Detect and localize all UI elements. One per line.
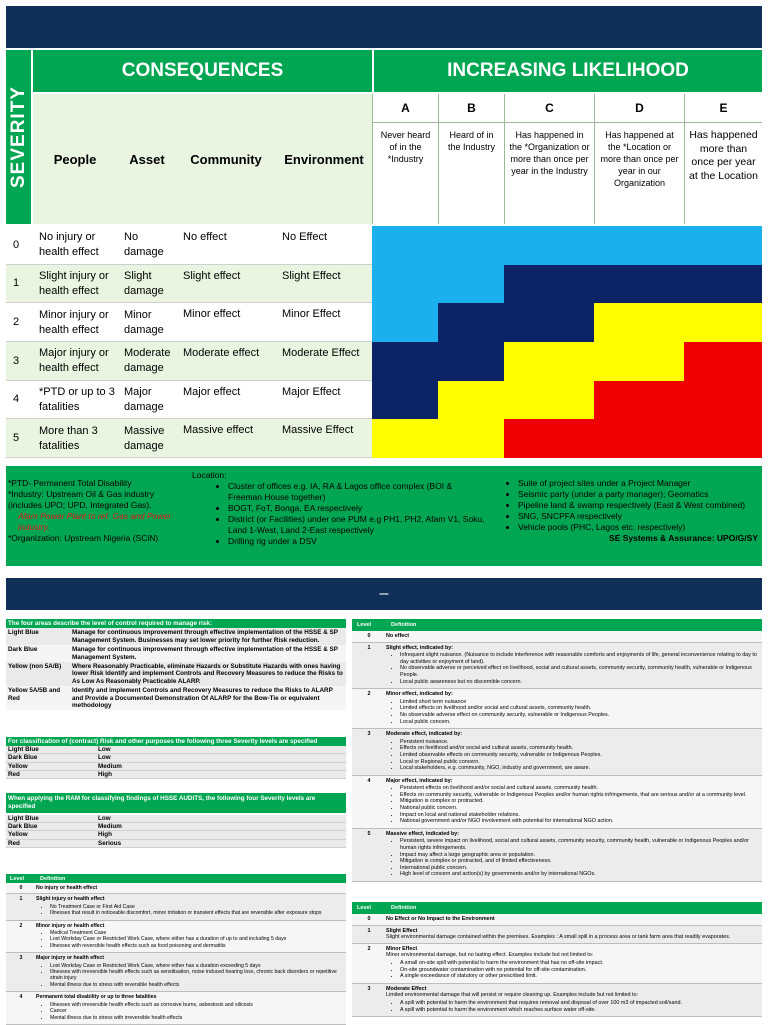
row-level: 5 (13, 432, 20, 445)
definition-level: 1 (19, 896, 23, 903)
risk-control-key: Dark Blue (8, 646, 38, 654)
risk-cell-0-E (684, 226, 762, 265)
definition-bullet: • A single exceedance of statutory or other prescribed limit. (400, 973, 758, 980)
definition-bullet: • International public concern. (400, 865, 758, 872)
definition-row-2 (352, 689, 762, 729)
risk-cell-3-A (372, 342, 438, 381)
col-asset: Asset (129, 151, 165, 167)
sev4-title: When applying the RAM for classifying findings of HSSE AUDITS, the following four Severity levels are specified (6, 793, 346, 813)
community-h-def: Definition (391, 622, 417, 628)
location-list (192, 481, 488, 547)
notes-footer: SE Systems & Assurance: UPO/G/SY (609, 533, 758, 543)
definition-row-5 (352, 829, 762, 882)
definition-row-0 (352, 914, 762, 926)
location-item: • District (or Facilities) under one PUM e.g PH1, PH2, Afam V1, Soku, Land 1-West, Land 2-East respectively (228, 514, 488, 536)
likelihood-columns (372, 94, 762, 224)
definition-bullet: • On-site groundwater contamination with no potential for off-site contamination. (400, 967, 758, 974)
definition-level: 4 (367, 777, 371, 784)
likelihood-desc: Heard of in the Industry (447, 130, 496, 152)
definition-level: 0 (19, 885, 23, 891)
likelihood-letter: E (685, 94, 762, 123)
definition-row-4 (352, 776, 762, 829)
definition-bullet: • Mitigation is complex or protracted, and of limited effectiveness. (400, 858, 758, 865)
risk-cell-0-A (372, 226, 438, 265)
risk-cell-2-B (438, 303, 504, 342)
risk-cell-2-A (372, 303, 438, 342)
severity-rows (6, 226, 372, 458)
severity-color: Light Blue (8, 815, 39, 822)
definition-title: Massive effect, indicated by: (386, 830, 460, 837)
definition-title: Slight Effect (386, 927, 418, 934)
definition-desc: Limited environmental damage that will persist or require cleaning up. Examples include but not limited to: (386, 992, 638, 999)
location-title: Location: (192, 470, 227, 480)
row-community: Major effect (183, 385, 241, 398)
consequences-title: CONSEQUENCES (121, 60, 284, 81)
risk-cell-1-C (504, 265, 594, 304)
notes-panel (6, 466, 762, 566)
col-environment: Environment (284, 151, 364, 167)
severity-row-3 (6, 342, 372, 381)
row-community: Minor effect (183, 308, 241, 321)
definition-bullet: • Mental illness due to stress with irreversible health effects (50, 1015, 342, 1021)
definition-title: No Effect or No Impact to the Environment (386, 916, 495, 922)
definition-bullet: • No Treatment Case or First Aid Case (50, 904, 342, 910)
severity-level: Medium (98, 762, 122, 770)
risk-control-key: Yellow 5A/5B and Red (8, 687, 61, 702)
section-banner (6, 578, 762, 610)
risk-cell-0-B (438, 226, 504, 265)
environment-definition-table (352, 902, 762, 1024)
sev3-panel (6, 737, 346, 779)
row-asset: No damage (124, 231, 164, 259)
people-h-def: Definition (40, 875, 66, 882)
definition-level: 4 (19, 994, 23, 1001)
definition-level: 3 (367, 731, 371, 738)
row-environment: Moderate Effect (282, 347, 360, 359)
severity-level: Serious (98, 839, 122, 847)
definition-title: Major injury or health effect (36, 955, 105, 962)
definition-bullet: • Lost Workday Case or Restricted Work Case, where either has a duration exceeding 5 days (50, 963, 342, 969)
risk-cell-3-B (438, 342, 504, 381)
location-item: • Cluster of offices e.g. IA, RA & Lagos office complex (BOI & Freeman House together) (228, 481, 488, 503)
definition-title: Major effect, indicated by: (386, 777, 453, 784)
note-ptd: *PTD- Permanent Total Disability (8, 478, 132, 488)
definition-row-3 (352, 729, 762, 776)
likelihood-header (374, 50, 762, 92)
row-people: *PTD or up to 3 fatalities (39, 385, 115, 413)
likelihood-letter: B (439, 94, 504, 123)
definition-bullet: • Effects on livelihood and/or social and cultural assets, community health. (400, 745, 758, 752)
env-table-header (352, 902, 762, 914)
risk-control-row (6, 645, 346, 662)
definition-row-1 (352, 643, 762, 690)
risk-matrix (6, 50, 762, 458)
definition-bullet: • High level of concern and action(s) by governments and/or by international NGOs. (400, 871, 758, 878)
severity-level: Low (98, 746, 111, 754)
risk-cell-1-D (594, 265, 684, 304)
definition-title: Minor effect, indicated by: (386, 691, 453, 698)
people-definition-table (6, 874, 346, 1024)
risk-control-panel (6, 619, 346, 731)
definition-title: Slight effect, indicated by: (386, 644, 454, 651)
definition-desc: Slight environmental damage contained within the premises. Examples : A small spill in a process area or tank farm area that readily evaporates. (386, 934, 731, 941)
definition-level: 2 (367, 945, 371, 952)
definition-level: 2 (367, 691, 371, 698)
community-h-level: Level (357, 622, 372, 628)
definition-row-4 (6, 992, 346, 1025)
location-item-right: • Suite of project sites under a Project Manager (518, 478, 758, 489)
definition-row-3 (352, 984, 762, 1017)
right-list (494, 478, 758, 533)
definition-bullet: • No observable adverse effect on community security, vulnerable or Indigenous Peoples. (400, 712, 758, 719)
risk-cell-3-D (594, 342, 684, 381)
severity-row-2 (6, 303, 372, 342)
note-industry: *Industry: Upstream Oil & Gas industry (8, 489, 154, 499)
risk-cell-4-E (684, 381, 762, 420)
sev4-panel (6, 793, 346, 845)
sev4-list (6, 815, 346, 848)
definition-desc: Minor environmental damage, but no lasting effect. Examples include but not limited to: (386, 952, 594, 959)
definition-level: 3 (367, 985, 371, 992)
row-people: No injury or health effect (39, 231, 99, 259)
definition-level: 0 (367, 633, 371, 639)
env-table-rows (352, 914, 762, 1017)
severity-level: Low (98, 754, 111, 762)
risk-cell-3-C (504, 342, 594, 381)
severity-level: Medium (98, 823, 122, 831)
definition-bullet: • Illnesses with reversible health effects such as food poisoning and dermatitis (50, 943, 342, 949)
risk-control-value: Where Reasonably Practicable, eliminate Hazards or Substitute Hazards with ones having lower Risk Identify and implement Controls and Recovery Measures to reduce the Risks to As Low As Reasonably Practicable ALARP. (72, 663, 343, 685)
severity-row-5 (6, 419, 372, 458)
top-banner (6, 6, 762, 48)
likelihood-title: INCREASING LIKELIHOOD (447, 60, 689, 81)
risk-cell-4-C (504, 381, 594, 420)
definition-bullet: • Limited observable effects on community security, vulnerable or Indigenous Peoples. (400, 752, 758, 759)
definition-bullet: • Limited short term nuisance (400, 699, 758, 706)
definition-bullet: • Persistent, severe impact on livelihood, social and cultural assets, community security, community health, vulnerable or Indigenous Peoples and/or human rights infringements. (400, 838, 758, 851)
risk-cell-4-D (594, 381, 684, 420)
severity-level-row (6, 763, 346, 771)
severity-bar (6, 50, 31, 224)
definition-bullet: • No observable adverse or perceived effect on livelihood, social and cultural assets, community security, community health, vulnerable or Indigenous People. (400, 665, 758, 678)
risk-cell-0-C (504, 226, 594, 265)
row-people: Minor injury or health effect (39, 308, 109, 336)
definition-bullet: • Infrequent slight nuisance. (Nuisance to include interference with reasonable comforts and enjoyments of life, general inconvenience relating to day to day activities or enjoyment of land). (400, 652, 758, 665)
risk-cell-4-B (438, 381, 504, 420)
definition-row-0 (6, 883, 346, 894)
definition-row-2 (6, 921, 346, 954)
definition-level: 2 (19, 922, 23, 929)
row-environment: Slight Effect (282, 269, 341, 282)
location-item: • Drilling rig under a DSV (228, 536, 488, 547)
likelihood-letter: C (505, 94, 594, 123)
community-table-header (352, 619, 762, 631)
risk-cell-2-E (684, 303, 762, 342)
definition-bullet: • A small on-site spill with potential to harm the environment that has no off-site impact. (400, 960, 758, 967)
definition-level: 5 (367, 830, 371, 837)
community-table-rows (352, 631, 762, 882)
risk-cell-5-A (372, 419, 438, 458)
env-h-level: Level (357, 905, 372, 911)
row-environment: No Effect (282, 231, 328, 243)
definition-bullet: • A spill with potential to harm the environment which reaches surface water off-site. (400, 1007, 758, 1014)
definition-title: No effect (386, 633, 410, 639)
row-environment: Minor Effect (282, 308, 341, 321)
severity-level-row (6, 771, 346, 779)
likelihood-col-d (594, 94, 684, 224)
definition-bullet: • Limited effects on livelihood and/or social and cultural assets, community health. (400, 705, 758, 712)
risk-cell-2-C (504, 303, 594, 342)
severity-level-row (6, 815, 346, 823)
env-h-def: Definition (391, 905, 417, 911)
location-item-right: • Pipeline land & swamp respectively (East & West combined) (518, 500, 758, 511)
likelihood-col-b (438, 94, 504, 224)
row-environment: Massive Effect (282, 424, 354, 437)
risk-cell-5-C (504, 419, 594, 458)
row-people: Major injury or health effect (39, 347, 109, 375)
likelihood-col-e (684, 94, 762, 224)
likelihood-col-a (372, 94, 438, 224)
note-afam: Afam Power Plant to ref. Gas and Power industry. (18, 511, 172, 532)
definition-bullet: • Persistent effects on livelihood and/or social and cultural assets, community health. (400, 785, 758, 792)
risk-control-row (6, 686, 346, 710)
definition-row-1 (6, 894, 346, 920)
definition-title: Permanent total disability or up to three fatalities (36, 994, 157, 1001)
definition-bullet: • Local stakeholders, e.g. community, NGO, industry and government, are aware. (400, 765, 758, 772)
definition-bullet: • Local public concern. (400, 719, 758, 726)
likelihood-letter: D (595, 94, 684, 123)
risk-control-items (6, 628, 346, 710)
definition-bullet: • Effects on community security, vulnerable or Indigenous Peoples and/or human rights infringements, that are serious and/or at a community level. (400, 792, 758, 799)
row-asset: Slight damage (124, 269, 164, 297)
row-asset: Moderate damage (124, 347, 171, 375)
severity-level-row (6, 746, 346, 754)
section-dash: – (379, 585, 389, 602)
definition-title: Moderate Effect (386, 985, 427, 992)
row-community: Moderate effect (183, 347, 260, 359)
note-organization: *Organization: Upstream Nigeria (SCiN) (8, 533, 159, 543)
risk-cell-2-D (594, 303, 684, 342)
location-item-right: • Vehicle pools (PHC, Lagos etc. respectively) (518, 522, 758, 533)
definition-bullet: • Illnesses with irreversible health effects such as corrosive burns, asbestosis and silicosis (50, 1002, 342, 1008)
severity-row-1 (6, 265, 372, 304)
definition-bullet: • Illnesses that result in noticeable discomfort, minor irritation or transient effects that are reversible after exposure stops (50, 910, 342, 916)
severity-color: Dark Blue (8, 823, 38, 831)
severity-row-4 (6, 381, 372, 420)
row-level: 3 (13, 354, 20, 367)
risk-cell-1-A (372, 265, 438, 304)
severity-color: Dark Blue (8, 754, 38, 762)
risk-control-value: Identify and implement Controls and Recovery Measures to reduce the Risks to ALARP and Provide a Documented Demonstration Of ALARP for the Bow-Tie or equivalent methodology (72, 687, 333, 710)
risk-control-title: The four areas describe the level of control required to manage risk: (6, 619, 346, 628)
row-people: Slight injury or health effect (39, 269, 109, 297)
definition-bullet: • Persistent nuisance. (400, 739, 758, 746)
definition-level: 3 (19, 955, 23, 962)
severity-level: High (98, 831, 112, 839)
row-asset: Major damage (124, 385, 164, 413)
severity-color: Red (8, 770, 20, 778)
definition-bullet: • National government and/or NGO involvement with potential for international NGO action. (400, 818, 758, 825)
risk-cell-5-B (438, 419, 504, 458)
risk-control-value: Manage for continuous improvement through effective implementation of the HSSE & SP Management System. (72, 646, 338, 661)
row-level: 1 (13, 277, 20, 290)
severity-row-0 (6, 226, 372, 265)
col-community: Community (190, 151, 262, 167)
row-community: Massive effect (183, 424, 254, 437)
col-people: People (53, 151, 97, 167)
risk-control-key: Light Blue (8, 629, 39, 637)
definition-bullet: • Mental illness due to stress with reversible health effects (50, 982, 342, 988)
risk-color-grid (372, 226, 762, 458)
row-people: More than 3 fatalities (39, 424, 98, 452)
definition-title: Minor Effect (386, 945, 418, 952)
consequences-header (33, 50, 372, 92)
risk-control-row (6, 628, 346, 645)
risk-control-value: Manage for continuous improvement through effective implementation of the HSSE & SP Management System. Businesses may set lower priority for further Risk reduction. (72, 629, 338, 644)
notes-location (192, 470, 488, 547)
definition-bullet: • Impact on local and national stakeholder relations. (400, 812, 758, 819)
row-asset: Minor damage (124, 308, 164, 336)
definition-row-0 (352, 631, 762, 643)
definition-bullet: • National public concern. (400, 805, 758, 812)
risk-cell-3-E (684, 342, 762, 381)
definition-bullet: • Lost Workday Case or Restricted Work Case, where either has a duration of up to and including 5 days (50, 936, 342, 942)
risk-cell-4-A (372, 381, 438, 420)
likelihood-desc: Never heard of in the *Industry (380, 130, 431, 164)
risk-cell-1-B (438, 265, 504, 304)
risk-cell-5-E (684, 419, 762, 458)
risk-cell-5-D (594, 419, 684, 458)
location-item-right: • SNG, SNCPFA respectively (518, 511, 758, 522)
definition-title: Moderate effect, indicated by: (386, 731, 463, 738)
definition-title: Minor injury or health effect (36, 922, 105, 929)
definition-bullet: • Cancer (50, 1008, 342, 1014)
severity-color: Red (8, 839, 20, 847)
notes-left (8, 478, 196, 544)
severity-level-row (6, 831, 346, 839)
row-level: 2 (13, 316, 20, 329)
definition-level: 1 (367, 644, 371, 651)
definition-bullet: • Impact may affect a large geographic area or population. (400, 852, 758, 859)
severity-level: High (98, 770, 112, 778)
row-environment: Major Effect (282, 385, 341, 398)
row-community: Slight effect (183, 269, 241, 282)
likelihood-desc: Has happened at the *Location or more than once per year in our Organization (600, 130, 679, 188)
notes-right (494, 478, 758, 544)
definition-bullet: • A spill with potential to harm the environment that requires removal and disposal of over 100 m3 of impacted soil/sand. (400, 1000, 758, 1007)
likelihood-desc: Has happened more than once per year at the Location (689, 129, 758, 182)
risk-cell-1-E (684, 265, 762, 304)
likelihood-desc: Has happened in the *Organization or more than once per year in the Industry (509, 130, 590, 176)
risk-control-key: Yellow (non 5A/B) (8, 663, 62, 671)
definition-level: 0 (367, 916, 371, 922)
risk-control-row (6, 662, 346, 686)
community-definition-table (352, 619, 762, 878)
definition-bullet: • Local or Regional public concern. (400, 759, 758, 766)
row-level: 0 (13, 238, 20, 251)
definition-level: 1 (367, 927, 371, 934)
severity-level-row (6, 840, 346, 848)
definition-title: Slight injury or health effect (36, 896, 105, 903)
sev3-title: For classification of (contract) Risk and other purposes the following three Severity levels are specified (6, 737, 346, 746)
severity-color: Light Blue (8, 746, 39, 754)
definition-bullet: • Mitigation is complex or protracted. (400, 798, 758, 805)
definition-row-3 (6, 953, 346, 992)
definition-bullet: • Medical Treatment Case (50, 930, 342, 936)
definition-bullet: • Illnesses with irreversible health effects such as sensitisation, noise induced hearing loss, chronic back disorders or repetitive strain injury (50, 969, 342, 982)
severity-label: SEVERITY (7, 86, 29, 188)
people-table-rows (6, 883, 346, 1025)
risk-cell-0-D (594, 226, 684, 265)
definition-title: No injury or health effect (36, 885, 98, 891)
definition-row-2 (352, 944, 762, 984)
definition-row-1 (352, 926, 762, 944)
sev3-list (6, 746, 346, 779)
row-community: No effect (183, 231, 227, 243)
severity-level: Low (98, 815, 111, 822)
likelihood-letter: A (373, 94, 438, 123)
location-item-right: • Seismic party (under a party manager); Geomatics (518, 489, 758, 500)
definition-bullet: • Local public awareness but no discernible concern. (400, 679, 758, 686)
row-asset: Massive damage (124, 424, 165, 452)
location-item: • BOGT, FoT, Bonga, EA respectively (228, 503, 488, 514)
people-table-header (6, 874, 346, 883)
likelihood-col-c (504, 94, 594, 224)
severity-color: Yellow (8, 762, 28, 770)
people-h-level: Level (10, 875, 25, 882)
severity-level-row (6, 754, 346, 762)
row-level: 4 (13, 393, 20, 406)
severity-color: Yellow (8, 831, 28, 839)
note-includes: (includes UPO; UPD, Integrated Gas). (8, 500, 152, 510)
severity-level-row (6, 823, 346, 831)
